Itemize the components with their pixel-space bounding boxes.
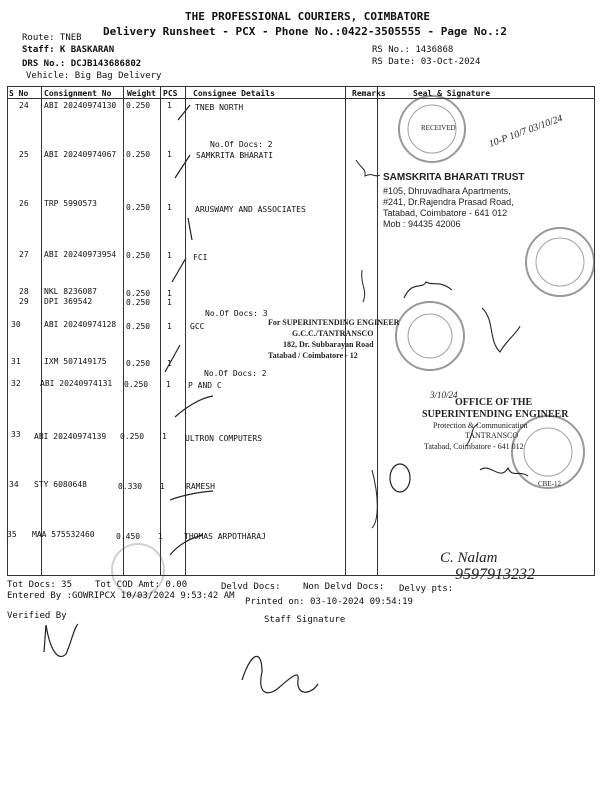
row-pcs: 1 bbox=[167, 298, 172, 307]
row-sno: 30 bbox=[11, 320, 21, 329]
tick-mark bbox=[188, 218, 192, 240]
drs-label: DRS No.: DCJB143686802 bbox=[22, 59, 142, 69]
row-consignment: ABI 20240973954 bbox=[44, 250, 117, 259]
footer-delivery-points: Delvy pts: bbox=[399, 584, 454, 594]
staff-label: Staff: K BASKARAN bbox=[22, 45, 115, 55]
row-consignment: NKL 8236087 bbox=[44, 287, 97, 296]
footer-entered-by: Entered By :GOWRIPCX 10/03/2024 9:53:42 AM bbox=[7, 591, 235, 601]
col-header-consignment: Consignment No bbox=[44, 89, 112, 98]
row-consignment: STY 6080648 bbox=[34, 480, 87, 489]
handwritten-date: 10-P 10/7 03/10/24 bbox=[487, 113, 565, 150]
col-header-sno: S No bbox=[9, 89, 29, 98]
col-header-consignee: Consignee Details bbox=[193, 89, 275, 98]
rs-date: RS Date: 03-Oct-2024 bbox=[372, 57, 481, 67]
row-consignment: IXM 507149175 bbox=[44, 357, 107, 366]
handwritten-dated: 3/10/24 bbox=[430, 390, 458, 400]
row-sno: 32 bbox=[11, 379, 21, 388]
tick-mark bbox=[172, 258, 186, 282]
row-consignment: ABI 20240974067 bbox=[44, 150, 117, 159]
company-title: THE PROFESSIONAL COURIERS, COIMBATORE bbox=[185, 10, 431, 23]
row-weight: 0.250 bbox=[124, 380, 149, 389]
row-weight: 0.330 bbox=[118, 482, 143, 491]
samskrita-stamp-line: #105, Dhruvadhara Apartments, bbox=[383, 186, 511, 196]
gcc-stamp-line: 182, Dr. Subbarayan Road bbox=[283, 340, 374, 349]
remark-signature bbox=[362, 270, 365, 302]
footer-verified-by: Verified By bbox=[7, 611, 67, 621]
row-weight: 0.250 bbox=[126, 203, 151, 212]
row-consignment: MAA 575532460 bbox=[32, 530, 95, 539]
ose-stamp-line: Tatabad, Coimbatore - 641 012 bbox=[424, 442, 524, 451]
cbe-stamp-text: CBE-12 bbox=[538, 480, 561, 488]
row-weight: 0.250 bbox=[126, 101, 151, 110]
footer-printed-on: Printed on: 03-10-2024 09:54:19 bbox=[245, 597, 413, 607]
vehicle-label: Vehicle: Big Bag Delivery bbox=[26, 71, 162, 81]
row-consignment: DPI 369542 bbox=[44, 297, 93, 306]
tick-mark bbox=[175, 396, 213, 417]
verified-signature-scrawl bbox=[44, 624, 78, 656]
row-sno: 28 bbox=[19, 287, 29, 296]
row-pcs: 1 bbox=[158, 532, 163, 541]
row-weight: 0.250 bbox=[120, 432, 145, 441]
row-docs-note: No.Of Docs: 2 bbox=[204, 369, 267, 378]
row-pcs: 1 bbox=[167, 150, 172, 159]
footer-total-docs: Tot Docs: 35 bbox=[7, 580, 73, 590]
row-weight: 0.450 bbox=[116, 532, 141, 541]
tick-mark bbox=[170, 535, 203, 555]
row-pcs: 1 bbox=[167, 101, 172, 110]
footer-total-cod: Tot COD Amt: 0.00 bbox=[95, 580, 188, 590]
tick-mark bbox=[178, 105, 190, 120]
row-weight: 0.250 bbox=[126, 298, 151, 307]
row-sno: 35 bbox=[7, 530, 17, 539]
loop-signature bbox=[390, 464, 410, 492]
footer-non-delivered-docs: Non Delvd Docs: bbox=[303, 582, 385, 592]
row-consignee: SAMKRITA BHARATI bbox=[196, 151, 274, 160]
row-consignee: RAMESH bbox=[186, 482, 215, 491]
row-consignment: ABI 20240974131 bbox=[40, 379, 113, 388]
samskrita-stamp-line: Tatabad, Coimbatore - 641 012 bbox=[383, 208, 508, 218]
samskrita-stamp-line: Mob : 94435 42006 bbox=[383, 219, 461, 229]
remark-signature bbox=[356, 160, 380, 176]
row-consignee: ULTRON COMPUTERS bbox=[185, 434, 263, 443]
gcc-stamp-line: G.C.C./TANTRANSCO bbox=[292, 329, 374, 338]
footer-delivered-docs: Delvd Docs: bbox=[221, 582, 281, 592]
row-sno: 29 bbox=[19, 297, 29, 306]
row-consignment: ABI 20240974139 bbox=[34, 432, 107, 441]
row-pcs: 1 bbox=[167, 322, 172, 331]
row-docs-note: No.Of Docs: 2 bbox=[210, 140, 273, 149]
row-weight: 0.250 bbox=[126, 322, 151, 331]
fci-round-seal bbox=[526, 228, 594, 296]
tick-mark bbox=[170, 491, 213, 500]
ose-stamp-line: SUPERINTENDING ENGINEER bbox=[422, 409, 569, 420]
row-consignment: TRP 5990573 bbox=[44, 199, 97, 208]
gcc-stamp-line: Tatabad / Coimbatore - 12 bbox=[268, 351, 358, 360]
col-header-pcs: PCS bbox=[163, 89, 178, 98]
row-pcs: 1 bbox=[160, 482, 165, 491]
received-stamp-text: RECEIVED bbox=[421, 124, 456, 132]
row-weight: 0.250 bbox=[126, 359, 151, 368]
samskrita-stamp-title: SAMSKRITA BHARATI TRUST bbox=[383, 172, 525, 183]
col-header-weight: Weight bbox=[127, 89, 156, 98]
row-consignee: THOMAS ARPOTHARAJ bbox=[184, 532, 266, 541]
row-sno: 33 bbox=[11, 430, 21, 439]
row-sno: 31 bbox=[11, 357, 21, 366]
ose-stamp-line: Protection & Communication bbox=[433, 421, 528, 430]
row-pcs: 1 bbox=[162, 432, 167, 441]
row-consignment: ABI 20240974128 bbox=[44, 320, 117, 329]
corp-round-seal bbox=[396, 302, 464, 370]
row-sno: 34 bbox=[9, 480, 19, 489]
handwritten-phone: 9597913232 bbox=[455, 566, 535, 583]
row-sno: 24 bbox=[19, 101, 29, 110]
row-consignee: GCC bbox=[190, 322, 205, 331]
handwritten-name: C. Nalam bbox=[440, 550, 498, 566]
row-consignee: FCI bbox=[193, 253, 208, 262]
samskrita-stamp-line: #241, Dr.Rajendra Prasad Road, bbox=[383, 197, 514, 207]
row-weight: 0.250 bbox=[126, 150, 151, 159]
tick-mark bbox=[165, 345, 180, 372]
ose-stamp-line: OFFICE OF THE bbox=[455, 397, 533, 408]
row-pcs: 1 bbox=[166, 380, 171, 389]
row-sno: 27 bbox=[19, 250, 29, 259]
row-consignment: ABI 20240974130 bbox=[44, 101, 117, 110]
gcc-stamp-line: For SUPERINTENDING ENGINEER bbox=[268, 318, 400, 327]
tick-mark bbox=[175, 155, 190, 178]
row-consignee: P AND C bbox=[188, 381, 222, 390]
ose-stamp-line: TANTRANSCO bbox=[465, 431, 519, 440]
col-header-seal: Seal & Signature bbox=[413, 89, 491, 98]
remark-bracket bbox=[372, 470, 377, 528]
route-label: Route: TNEB bbox=[22, 33, 82, 43]
row-consignee: ARUSWAMY AND ASSOCIATES bbox=[195, 205, 306, 214]
col-header-remarks: Remarks bbox=[352, 89, 386, 98]
row-docs-note: No.Of Docs: 3 bbox=[205, 309, 268, 318]
rs-no: RS No.: 1436868 bbox=[372, 45, 454, 55]
row-weight: 0.250 bbox=[126, 251, 151, 260]
row-pcs: 1 bbox=[167, 251, 172, 260]
row-pcs: 1 bbox=[167, 203, 172, 212]
row-sno: 26 bbox=[19, 199, 29, 208]
remark-signature bbox=[404, 282, 452, 298]
row-sno: 25 bbox=[19, 150, 29, 159]
staff-signature-scrawl bbox=[242, 656, 318, 692]
row-weight: 0.250 bbox=[126, 289, 151, 298]
row-consignee: TNEB NORTH bbox=[195, 103, 244, 112]
footer-staff-signature: Staff Signature bbox=[264, 615, 346, 625]
row-pcs: 1 bbox=[167, 289, 172, 298]
remark-signature bbox=[482, 308, 520, 352]
row-pcs: 1 bbox=[167, 359, 172, 368]
runsheet-title: Delivery Runsheet - PCX - Phone No.:0422-3505555 - Page No.:2 bbox=[103, 25, 507, 38]
